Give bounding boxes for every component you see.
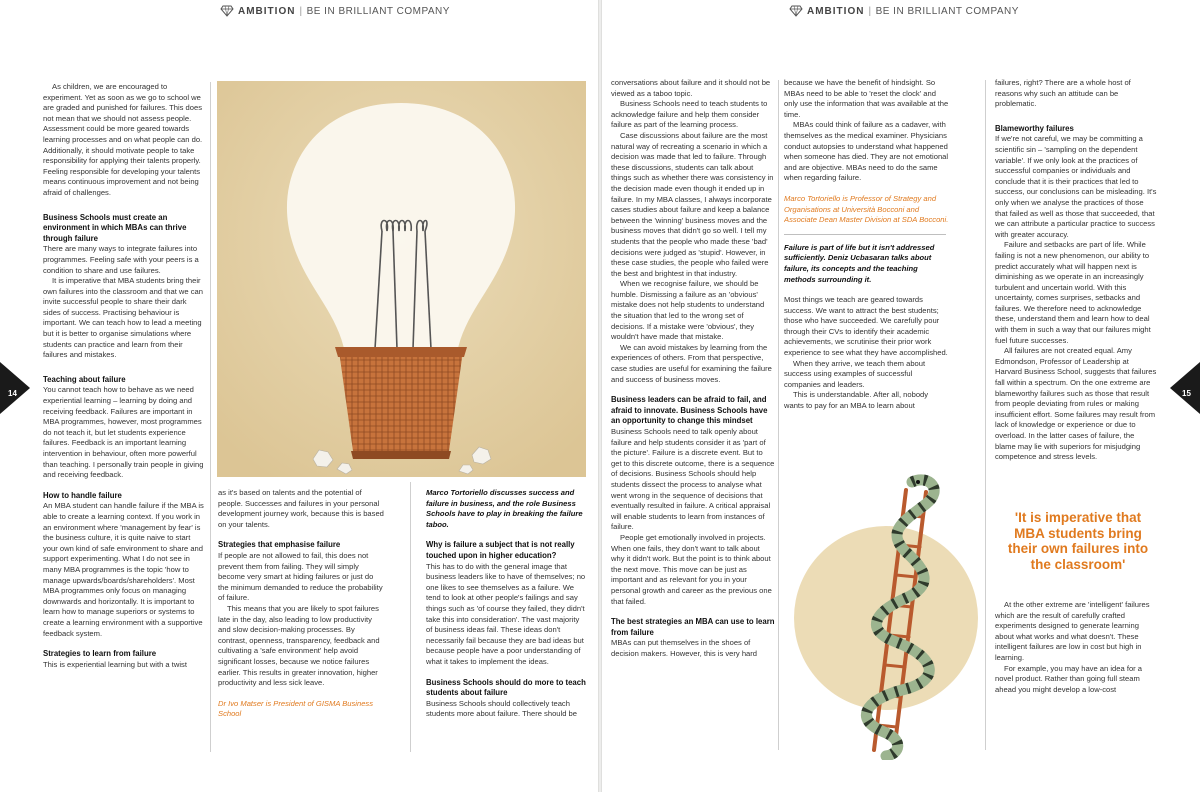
- paragraph: When they arrive, we teach them about success using examples of successful companies and leaders.: [784, 358, 926, 389]
- page-header-right: [789, 5, 1019, 17]
- paragraph: Case discussions about failure are the most natural way of recreating a scenario in which a decision was made that led to failure. Through these discussions, students can talk about things such as whether there was consistency in the decision made even though it ended up in failure. In my MBA classes, I always incorporate cases studies about failure and keep a balance between the 'winning' business moves and the business moves that didn't go so well. I tell my students that the people who made these 'bad' decisions were judged as 'stupid'. However, in these case studies, the people who failed were the best and brightest in that industry.: [611, 130, 774, 278]
- subheading: Business Schools should do more to teach students about failure: [426, 677, 586, 698]
- paragraph: People get emotionally involved in projects. When one fails, they don't want to talk about why it didn't work. But the point is to think about the next move. This move can be just as important and as relevant for you in your personal growth and career as the previous one that failed.: [611, 532, 772, 606]
- brand-tagline: BE IN BRILLIANT COMPANY: [306, 5, 450, 17]
- paragraph: At the other extreme are 'intelligent' failures which are the result of carefully crafted experiments designed to generate learning about what works and what doesn't. These intelligent failures are low in cost but high in learning.: [995, 600, 1150, 662]
- brand-name: AMBITION: [807, 5, 865, 17]
- paragraph: We can avoid mistakes by learning from the experiences of others. From that perspective, case studies are useful for examining the failure and success of business moves.: [611, 342, 772, 384]
- paragraph: Most things we teach are geared towards success. We want to attract the best students; those who have succeeded. We carefully pour through their CVs to identify their academic achievements, we scrutinise their prior work experience to see what they have accomplished.: [784, 295, 948, 358]
- lightbulb-illustration: [217, 81, 586, 477]
- paragraph: Failure and setbacks are part of life. While failing is not a new phenomenon, our ability to predict accurately what will happen next is diminishing as we operate in an increasingly turbulent and uncertain world. With this uncertainty, comes surprises, setbacks and failures. We therefore need to acknowledge these, understand them and learn how to deal with them in such a way that our failures might fuel future successes.: [995, 240, 1151, 345]
- section-divider: [784, 234, 946, 235]
- paragraph: Business Schools should collectively teach students more about failure. There should be: [426, 698, 577, 719]
- article-column-1: [43, 82, 205, 754]
- snake-ladder-illustration: [794, 470, 994, 760]
- pull-quote: 'It is imperative that MBA students bring their own failures into the classroom': [1007, 510, 1149, 572]
- brand-tagline: BE IN BRILLIANT COMPANY: [875, 5, 1019, 17]
- paragraph: If we're not careful, we may be committing a scientific sin – 'sampling on the dependent variable'. If we only look at the practices of successful companies or individuals and conclude that it is their practices that led to success, our conclusions can be misleading. It's only when we analyse the practices of those that failed as well as those that succeeded, that we can attribute a particular practice to success with greater accuracy.: [995, 134, 1157, 239]
- header-separator: |: [868, 5, 872, 17]
- paragraph: Business Schools need to talk openly about failure and help students consider it as 'part of the picture'. Failure is a discrete event. But to get to this discrete outcome, there is a sequence of decisions. Business Schools should help students dissect the process to analyse what went wrong in the sequence of decisions that eventually resulted in failure. A critical appraisal will enable students to learn from instances of failure.: [611, 427, 775, 532]
- page-number-right: 15: [1182, 389, 1191, 398]
- subheading: Business leaders can be afraid to fail, and afraid to innovate. Business Schools have an opportunity to change this mindset: [611, 395, 768, 426]
- page-number-left: 14: [8, 389, 17, 398]
- header-separator: |: [299, 5, 303, 17]
- subheading: Strategies to learn from failure: [43, 649, 157, 659]
- paragraph: When we recognise failure, we should be humble. Dismissing a failure as an 'obvious' mistake does not help students to understand the situation that led to the wrong set of decisions. If a mistake were 'obvious', they wouldn't have made that mistake.: [611, 279, 765, 342]
- article-intro: Failure is part of life but it isn't addressed sufficiently. Deniz Ucbasaran talks about failure, its concepts and the teaching methods surrounding it.: [784, 242, 935, 284]
- subheading: Strategies that emphasise failure: [218, 540, 341, 550]
- subheading: The best strategies an MBA can use to learn from failure: [611, 617, 775, 637]
- diamond-icon: [220, 5, 234, 17]
- article-column-6: [995, 78, 1157, 486]
- column-rule: [778, 80, 779, 750]
- paragraph: For example, you may have an idea for a novel product. Rather than going full steam ahead you might develop a low-cost: [995, 663, 1143, 694]
- column-rule: [210, 82, 211, 752]
- paragraph: This means that you are likely to spot failures late in the day, also leading to low productivity and slow decision-making processes. By contrast, openness, transparency, feedback and cultivating a 'safe environment' help avoid significant losses, because we notice failures earlier. This results in greater innovation, higher productivity and less sick leave.: [218, 603, 380, 688]
- subheading: How to handle failure: [43, 490, 122, 500]
- article-column-2: [218, 488, 384, 758]
- paragraph: conversations about failure and it should not be viewed as a taboo topic.: [611, 78, 771, 98]
- paragraph: An MBA student can handle failure if the MBA is able to create a learning context. If you work in an environment where 'management by fear' is the business culture, it is quite naive to start your own kind of safe environment to share and support experimenting. What I do not see in many MBA programmes is the topic 'how to manage upwards/boards/shareholders'. Most MBA programmes only focus on managing downwards and horizontally. It is important to learn how to manage superiors or systems to create a learning environment with a supportive feedback system.: [43, 501, 204, 638]
- paragraph: MBAs could think of failure as a cadaver, with themselves as the medical examiner. Physicians conduct autopsies to understand what happened when someone has died. They are not emotional and are objective. MBAs need to do the same when regarding failure.: [784, 120, 949, 183]
- subheading: Why is failure a subject that is not really touched upon in higher education?: [426, 540, 575, 560]
- diamond-icon: [789, 5, 803, 17]
- article-column-3: [426, 488, 586, 758]
- paragraph: All failures are not created equal. Amy Edmondson, Professor of Leadership at Harvard Business School, suggests that failures fall within a spectrum. On the one extreme are blameworthy failures such as those that result from people deviating from rules or making insufficient effort. Some failures may result from lack of knowledge or experience or due to overload. In the latter cases of failure, the blame may lie with superiors for misjudging competence and stress levels.: [995, 346, 1157, 462]
- paragraph: If people are not allowed to fail, this does not prevent them from failing. They will simply become very smart at hiding failures or just do the minimum demanded to reduce the probability of failure.: [218, 550, 383, 603]
- page-number-tab-left: [0, 362, 30, 414]
- paragraph: You cannot teach how to behave as we need experiential learning – learning by doing and receiving feedback. Failures are important in MBA programmes, however, most programmes do not teach it, but let students experience failures. Feedback is an important learning intervention in behaviour, often more powerful than teaching. I personally train people in giving and receiving feedback.: [43, 385, 204, 480]
- subheading: Teaching about failure: [43, 374, 126, 384]
- article-column-4: [611, 78, 775, 758]
- page-header-left: [220, 5, 450, 17]
- paragraph: as it's based on talents and the potential of people. Successes and failures in your personal development journey work, because this is based on your talents.: [218, 488, 384, 529]
- author-credit: Marco Tortoriello is Professor of Strategy and Organisations at Università Bocconi and Associate Dean Master Division at SDA Bocconi.: [784, 193, 949, 225]
- brand-name: AMBITION: [238, 5, 296, 17]
- subheading: Business Schools must create an environment in which MBAs can thrive through failure: [43, 212, 187, 243]
- paragraph: This is understandable. After all, nobody wants to pay for an MBA to learn about: [784, 390, 929, 411]
- paragraph: It is imperative that MBA students bring their own failures into the classroom and that we can invite successful people to share their dark sides of success. Practising behaviour is important. We can teach how to lead a meeting but it is better to organise simulations where students can practice and learn from their failures and mistakes.: [43, 276, 203, 360]
- snake-ladder-icon: [794, 470, 994, 760]
- paragraph: Business Schools need to teach students to acknowledge failure and help them consider failure as part of the learning process.: [611, 99, 768, 130]
- paragraph: MBAs can put themselves in the shoes of decision makers. However, this is very hard: [611, 638, 758, 658]
- column-rule: [410, 482, 411, 752]
- article-column-6-cont: [995, 600, 1157, 760]
- page-number-tab-right: [1170, 362, 1200, 414]
- article-intro: Marco Tortoriello discusses success and failure in business, and the role Business Schools have to play in breaking the failure taboo.: [426, 488, 583, 529]
- paragraph: As children, we are encouraged to experiment. Yet as soon as we go to school we are graded and punished for failures. This does not mean that we should not assess people. Assessment could be more geared towards learning processes and on what people can do. Additionally, it should motivate people to take responsibility for applying their talents properly. Feeling responsible for developing your talents means continuous improvement and not being afraid of challenges.: [43, 82, 203, 197]
- paragraph: This is experiential learning but with a twist: [43, 659, 187, 669]
- author-credit: Dr Ivo Matser is President of GISMA Business School: [218, 698, 374, 719]
- left-page: [0, 0, 598, 792]
- paragraph: There are many ways to integrate failures into programmes. Feeling safe with your peers is a condition to share and use failures.: [43, 244, 199, 275]
- lightbulb-icon: [217, 81, 586, 477]
- article-column-5: [784, 78, 950, 460]
- paragraph: because we have the benefit of hindsight. So MBAs need to be able to 'reset the clock' and only use the information that was available at the time.: [784, 78, 949, 119]
- paragraph: failures, right? There are a whole host of reasons why such an attitude can be problematic.: [995, 78, 1131, 109]
- subheading: Blameworthy failures: [995, 123, 1074, 133]
- right-page: [602, 0, 1200, 792]
- paragraph: This has to do with the general image that business leaders like to have of themselves; no one likes to see themselves as a failure. We tend to look at other people's failings and say things such as 'of course they failed, they didn't take this into consideration'. The vast majority of business ideas fail. These ideas don't necessarily fail because they are bad ideas but because people have a poor understanding of what it takes to implement the ideas.: [426, 561, 586, 666]
